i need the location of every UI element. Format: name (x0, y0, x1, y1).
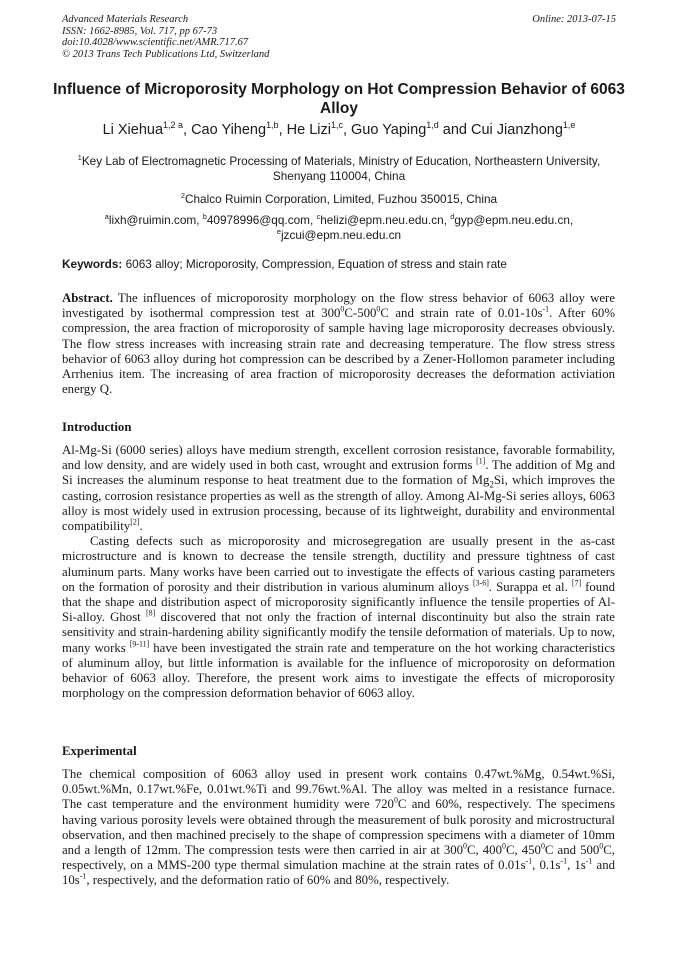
text: , 1s (567, 858, 586, 873)
email-link[interactable]: jzcui@epm.neu.edu.cn (280, 228, 402, 242)
email-sep: , (569, 213, 574, 227)
text: Casting defects such as microporosity and microsegregation are usually present in the as-cast microstructure and is known to decrease the tensile strength, ductility and pressure tightness of cast aluminum parts. Many works have been carried out to investigate the effects of various casting parameters on the formation of porosity and their distribution in various aluminum alloys (62, 534, 615, 594)
citation[interactable]: [3-6] (473, 578, 489, 588)
citation[interactable]: [7] (571, 578, 582, 588)
paper-title: Influence of Microporosity Morphology on Hot Compression Behavior of 6063 Alloy (53, 81, 625, 117)
abstract-text: . After 60% compression, the area fraction of microporosity of sample having lage microporosity decreases obviously. The flow stress increases with increasing strain rate and decreasing temperature. The flow stress stress behavior of 6063 alloy during hot compression can be described by a Zener-Hollomon parameter including Arrhenius item. The increasing of area fraction of microporosity decreases the deformation activiation energy Q. (62, 306, 615, 397)
citation[interactable]: [1] (476, 456, 486, 466)
text: . (139, 519, 143, 534)
email-sup: b (202, 212, 207, 222)
author-name: Li Xiehua (102, 122, 164, 138)
sup: -1 (525, 856, 533, 866)
author-name: He Lizi (286, 122, 331, 138)
affiliation-text: Chalco Ruimin Corporation, Limited, Fuzhou 350015, China (184, 192, 498, 206)
doi: doi:10.4028/www.scientific.net/AMR.717.67 (62, 37, 249, 48)
introduction-body (62, 443, 615, 701)
sup: -1 (560, 856, 568, 866)
author-sep: , (183, 122, 192, 138)
abstract-text: C-500 (344, 306, 377, 321)
citation[interactable]: [8] (146, 608, 156, 618)
author-sup: 1,b (266, 120, 279, 131)
affiliation-text: Key Lab of Electromagnetic Processing of Materials, Ministry of Education, Northeastern University, Shenyang 110004, China (81, 154, 601, 183)
sup: 0 (540, 841, 545, 851)
citation[interactable]: [9-11] (129, 639, 150, 649)
sup: 0 (501, 841, 506, 851)
citation[interactable]: [2] (130, 517, 140, 527)
email-link[interactable]: 40978996@qq.com (206, 213, 310, 227)
sup: 0 (376, 304, 381, 314)
email-sep: , (196, 213, 203, 227)
sup: 0 (599, 841, 604, 851)
affiliation-sup: 2 (180, 191, 185, 201)
author-sup: 1,d (426, 120, 439, 131)
text: C, 400 (466, 843, 502, 858)
sup: -1 (542, 304, 550, 314)
author-sup: 1,c (330, 120, 343, 131)
keywords-text: 6063 alloy; Microporosity, Compression, Equation of stress and stain rate (125, 257, 507, 271)
author-sep: , (342, 122, 352, 138)
keywords (62, 257, 622, 272)
intro-paragraph-2 (62, 534, 615, 701)
text: . The addition of Mg and Si increases the aluminum response to heat treatment due to the formation of Mg (62, 458, 615, 488)
email-link[interactable]: helizi@epm.neu.edu.cn (320, 213, 444, 227)
email-sup: d (450, 212, 455, 222)
author-name: Cao Yiheng (191, 122, 267, 138)
text: . Surappa et al. (488, 579, 572, 594)
text: Si, which improves the casting, corrosion resistance properties as well as the strength of alloy. Among Al-Mg-Si series alloys, 6063 alloy is most widely used in extrusion processing, because of its lightweight, durability and environmental compatibility (62, 473, 615, 534)
affiliation-2 (50, 192, 628, 207)
text: , 0.1s (532, 858, 561, 873)
abstract-text: The influences of microporosity morphology on the flow stress behavior of 6063 alloy were investigated by isothermal compression test at 300 (62, 291, 616, 321)
text: C, respectively, on a MMS-200 type thermal simulation machine at the strain rates of 0.01s (62, 843, 615, 873)
text: Al-Mg-Si (6000 series) alloys have medium strength, excellent corrosion resistance, favorable formability, and low density, and are widely used in both cast, wrought and extrusion forms (62, 443, 615, 473)
sup: 0 (340, 304, 345, 314)
author-sep: , (278, 122, 287, 138)
copyright: © 2013 Trans Tech Publications Ltd, Switzerland (62, 48, 270, 60)
sup: -1 (585, 856, 593, 866)
author-list (40, 121, 638, 139)
sup: -1 (79, 872, 87, 882)
email-link[interactable]: gyp@epm.neu.edu.cn (454, 213, 570, 227)
experimental-body (62, 767, 615, 889)
email-sup: c (316, 212, 321, 222)
journal-header (62, 14, 616, 60)
author-name: Cui Jianzhong (471, 122, 563, 138)
text: C and 60%, respectively. The specimens having various porosity levels were obtained through the measurement of bulk porosity and microstructural observation, and then machined precisely to the shape of compression specimens with a diameter of 10mm and a length of 12mm. The compression tests were then carried in air at 300 (62, 797, 615, 858)
text: and 10s (62, 858, 615, 888)
introduction-heading: Introduction (62, 420, 132, 434)
email-sep: , (310, 213, 317, 227)
text: found that the shape and distribution aspect of microporosity significantly influence the tensile properties of Al-Si-alloy. Ghost (62, 579, 615, 625)
abstract-label: Abstract. (62, 291, 113, 305)
affiliation-1 (50, 154, 628, 184)
email-sup: a (104, 212, 109, 222)
author-sup: 1,2 a (163, 120, 184, 131)
issn: ISSN: 1662-8985, Vol. 717, pp 67-73 (62, 25, 218, 37)
sup: 0 (463, 841, 467, 851)
author-name: Guo Yaping (351, 122, 427, 138)
author-sup: 1,e (562, 120, 576, 131)
email-sep: , (443, 213, 451, 227)
abstract-text: C and strain rate of 0.01-10s (380, 306, 543, 321)
text: C, 450 (505, 843, 541, 858)
experimental-heading: Experimental (62, 744, 137, 758)
email-link[interactable]: lixh@ruimin.com (108, 213, 197, 227)
affiliation-sup: 1 (77, 153, 82, 163)
text: have been investigated the strain rate and temperature on the hot working characteristics of aluminum alloy, but little information is available for the influence of microporosity on deformation behavior of 6063 alloy. Therefore, the present work aims to investigate the effects of microporosity morphology on the compression deformation behavior of 6063 alloy. (62, 640, 615, 701)
keywords-label: Keywords: (62, 257, 123, 271)
sub: 2 (489, 479, 494, 490)
text: discovered that not only the fraction of internal discontinuity but also the strain rate sensitivity and strain-hardening ability significantly modify the tensile deformation of materials. Up to now, many works (62, 610, 615, 655)
text: C and 500 (544, 843, 600, 858)
sup: 0 (393, 796, 398, 806)
intro-paragraph-1 (62, 443, 615, 534)
text: The chemical composition of 6063 alloy used in present work contains 0.47wt.%Mg, 0.54wt.%Si, 0.05wt.%Mn, 0.17wt.%Fe, 0.01wt.%Ti and 99.76wt.%Al. The alloy was melted in a resistance furnace. The cast temperature and the environment humidity were 720 (62, 767, 615, 812)
text: , respectively, and the deformation ratio of 60% and 80%, respectively. (86, 873, 450, 888)
journal-name: Advanced Materials Research (62, 14, 189, 25)
author-sep: and (438, 122, 472, 138)
email-list (50, 213, 628, 243)
online-date: Online: 2013-07-15 (532, 14, 616, 25)
abstract (62, 291, 615, 397)
email-sup: e (276, 227, 281, 237)
